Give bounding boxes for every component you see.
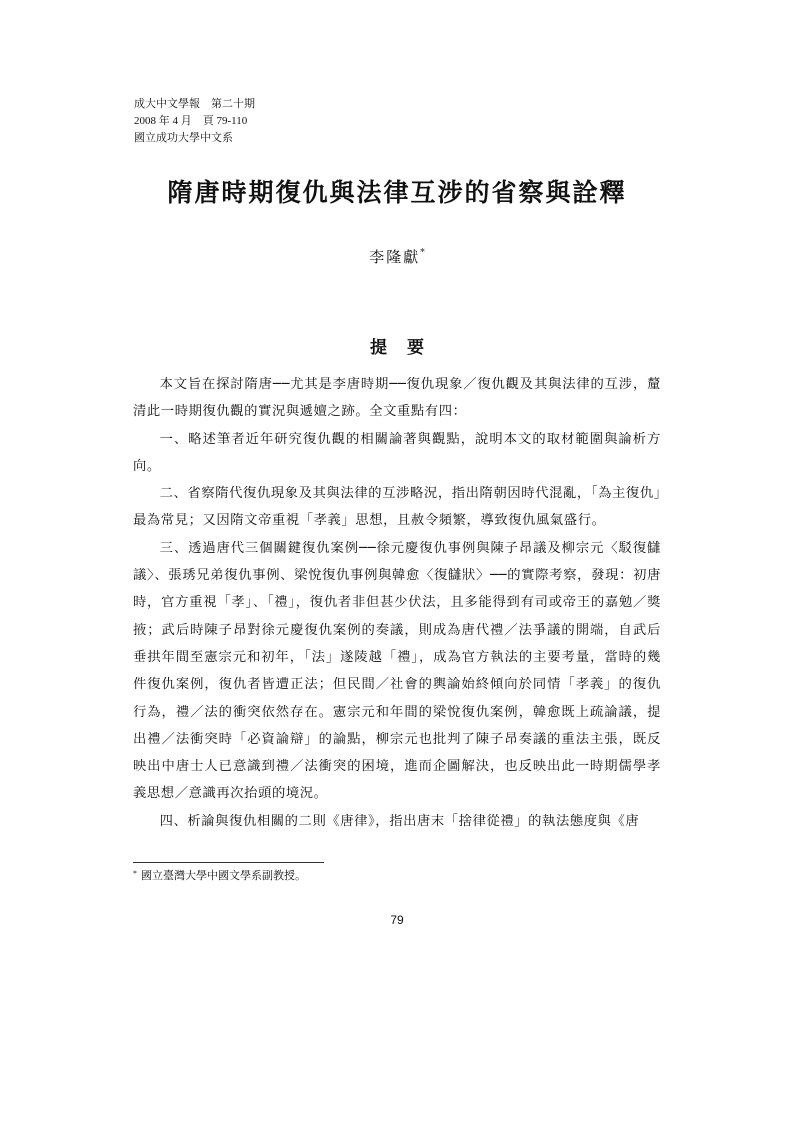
page-number: 79 xyxy=(390,913,404,927)
journal-header xyxy=(134,96,255,147)
abstract-heading: 提 要 xyxy=(370,338,424,358)
footnote-divider xyxy=(133,862,324,863)
author-name: 李隆獻 xyxy=(369,248,421,266)
date-pages-line: 2008 年 4 月 頁 79-110 xyxy=(134,115,248,127)
footnote-text: 國立臺灣大學中國文學系副教授。 xyxy=(141,870,306,882)
abstract-paragraph: 本文旨在探討隋唐──尤其是李唐時期──復仇現象／復仇觀及其與法律的互涉，釐清此一時期復仇觀的實況與遞嬗之跡。全文重點有四： xyxy=(133,377,661,420)
paper-title: 隋唐時期復仇與法律互涉的省察與詮釋 xyxy=(167,178,627,207)
abstract-body xyxy=(133,371,661,835)
publisher-line: 國立成功大學中文系 xyxy=(134,132,233,144)
author-line xyxy=(0,246,794,268)
abstract-paragraph: 四、析論與復仇相關的二則《唐律》，指出唐末「捨律從禮」的執法態度與《唐 xyxy=(159,813,640,829)
journal-name-line: 成大中文學報 第二十期 xyxy=(134,98,255,110)
abstract-paragraph: 三、透過唐代三個關鍵復仇案例──徐元慶復仇事例與陳子昂議及柳宗元〈駁復讎議〉、張琇兄弟復仇事例、梁悅復仇事例與韓愈〈復讎狀〉──的實際考察，發現：初唐時，官方重視「孝」、「禮」，復仇者非但甚少伏法，且多能得到有司或帝王的嘉勉／獎掖；武后時陳子昂對徐元慶復仇案例的奏議，則成為唐代禮／法爭議的開端，自武后垂拱年間至憲宗元和初年，「法」遂陵越「禮」，成為官方執法的主要考量，當時的幾件復仇案例，復仇者皆遭正法；但民間／社會的輿論始終傾向於同情「孝義」的復仇行為，禮／法的衝突依然存在。憲宗元和年間的梁悅復仇案例，韓愈既上疏論議，提出禮／法衝突時「必資論辯」的論點，柳宗元也批判了陳子昂奏議的重法主張，既反映出中唐士人已意識到禮／法衝突的困境，進而企圖解決，也反映出此一時期儒學孝義思想／意識再次抬頭的境況。 xyxy=(133,540,661,802)
abstract-paragraph: 一、略述筆者近年研究復仇觀的相關論著與觀點，說明本文的取材範圍與論析方向。 xyxy=(133,431,661,474)
abstract-paragraph: 二、省察隋代復仇現象及其與法律的互涉略況，指出隋朝因時代混亂，「為主復仇」最為常見；又因隋文帝重視「孝義」思想，且赦令頻繁，導致復仇風氣盛行。 xyxy=(133,486,661,529)
footnote-mark: * xyxy=(133,869,137,878)
footnote xyxy=(133,868,306,884)
author-footnote-mark: * xyxy=(420,248,425,258)
